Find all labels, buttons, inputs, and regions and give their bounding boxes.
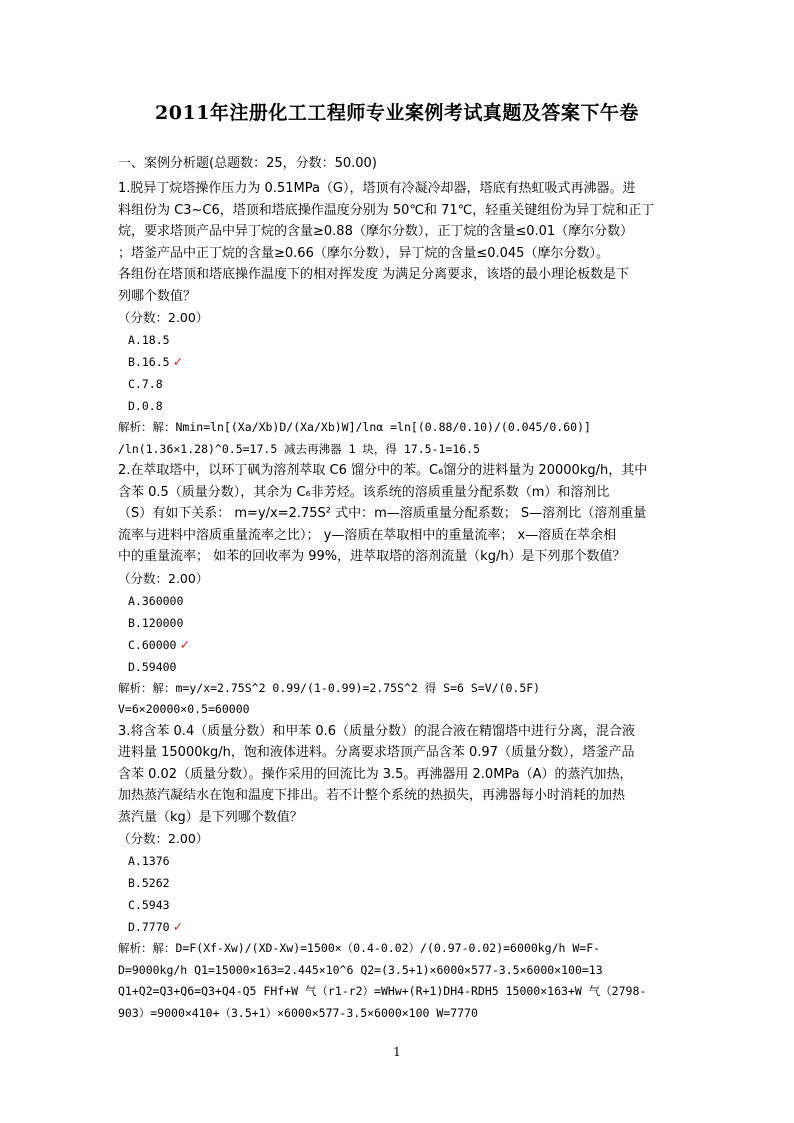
page-number: 1 [393, 1045, 401, 1059]
question-score: （分数：2.00） [118, 310, 209, 325]
option-a: A.18.5 [128, 333, 170, 347]
option-d: D.59400 [128, 659, 177, 674]
question-text-line: 烷，要求塔顶产品中异丁烷的含量≥0.88（摩尔分数），正丁烷的含量≤0.01（摩尔分数） [118, 224, 634, 239]
checkmark-icon: ✓ [173, 919, 182, 935]
question-text-line: 料组份为 C3~C6，塔顶和塔底操作温度分别为 50℃和 71℃，轻重关键组份为异丁烷和正丁 [118, 202, 655, 218]
option-d: D.0.8 [128, 399, 163, 413]
question-text-line: 各组份在塔顶和塔底操作温度下的相对挥发度 为满足分离要求，该塔的最小理论板数是下 [118, 267, 630, 282]
analysis-line: D=9000kg/h Q1=15000×163=2.445×10^6 Q2=(3.5+1)×6000×577-3.5×6000×100=13 [118, 962, 603, 977]
question-score: （分数：2.00） [118, 570, 209, 586]
option-d-correct [118, 916, 678, 938]
question-text-line: 中的重量流率； 如苯的回收率为 99%，进萃取塔的溶剂流量（kg/h）是下列那个数值？ [118, 549, 626, 564]
question-text-line: 列哪个数值？ [118, 288, 197, 304]
question-score: （分数：2.00） [118, 831, 209, 846]
question-text-line: 3.将含苯 0.4（质量分数）和甲苯 0.6（质量分数）的混合液在精馏塔中进行分离，混合液 [118, 723, 636, 739]
option-b: B.5262 [128, 876, 170, 890]
analysis-line: /ln(1.36×1.28)^0.5=17.5 减去再沸器 1 块，得 17.5-1=16.5 [118, 441, 481, 456]
question-text-line: 含苯 0.5（质量分数），其余为 C₆非芳烃。该系统的溶质重量分配系数（m）和溶剂比 [118, 484, 610, 500]
analysis-line: Q1+Q2=Q3+Q6=Q3+Q4-Q5 FHf+W 气（r1-r2）=WHw+(R+1)DH4-RDH5 15000×163+W 气（2798- [118, 984, 647, 998]
question-text-line: 蒸汽量（kg）是下列哪个数值？ [118, 809, 303, 825]
option-label: D.7770 [128, 920, 170, 934]
option-a: A.360000 [128, 593, 184, 608]
question-text-line: 进料量 15000kg/h，饱和液体进料。分离要求塔顶产品含苯 0.97（质量分数），塔釜产品 [118, 745, 635, 760]
question-3 [118, 721, 678, 1025]
option-c: C.5943 [128, 898, 170, 912]
analysis-line: 解析：解：Nmin=ln[(Xa/Xb)D/(Xa/Xb)W]/lnα =ln[(0.88/0.10)/(0.045/0.60)] [118, 420, 591, 434]
analysis-line: V=6×20000×0.5=60000 [118, 702, 250, 716]
option-label: B.16.5 [128, 355, 170, 369]
question-text-line: （S）有如下关系： m=y/x=2.75S² 式中：m—溶质重量分配系数； S—溶剂比（溶剂重量 [118, 506, 647, 521]
analysis-line: 903）=9000×410+（3.5+1）×6000×577-3.5×6000×100 W=7770 [118, 1005, 478, 1020]
option-a: A.1376 [128, 854, 170, 868]
document-title: 2011年注册化工工程师专业案例考试真题及答案下午卷 [155, 102, 639, 124]
checkmark-icon: ✓ [180, 636, 189, 653]
question-text-line: 2.在萃取塔中，以环丁砜为溶剂萃取 C6 馏分中的苯。C₆馏分的进料量为 20000kg/h，其中 [118, 463, 648, 478]
checkmark-icon: ✓ [173, 354, 182, 370]
question-1 [118, 178, 678, 460]
analysis-line: 解析：解：D=F(Xf-Xw)/(XD-Xw)=1500×（0.4-0.02）/(0.97-0.02)=6000kg/h W=F- [118, 941, 601, 955]
question-text-line: 含苯 0.02（质量分数）。操作采用的回流比为 3.5。再沸器用 2.0MPa（A）的蒸汽加热， [118, 766, 633, 782]
question-text-line: 流率与进料中溶质重量流率之比）； y—溶质在萃取相中的重量流率； x—溶质在萃余相 [118, 527, 617, 543]
document-body [118, 178, 678, 1024]
question-2 [118, 460, 678, 721]
question-text-line: 1.脱异丁烷塔操作压力为 0.51MPa（G），塔顶有冷凝冷却器，塔底有热虹吸式再沸器。进 [118, 181, 636, 196]
option-label: C.60000 [128, 637, 177, 652]
section-header: 一、案例分析题(总题数：25，分数：50.00) [118, 156, 377, 171]
analysis-line: 解析：解：m=y/x=2.75S^2 0.99/(1-0.99)=2.75S^2 得 S=6 S=V/(0.5F) [118, 680, 541, 695]
option-c-correct [118, 634, 678, 656]
question-text-line: 加热蒸汽凝结水在饱和温度下排出。若不计整个系统的热损失，再沸器每小时消耗的加热 [118, 788, 626, 803]
question-text-line: ；塔釜产品中正丁烷的含量≥0.66（摩尔分数），异丁烷的含量≤0.045（摩尔分数）。 [118, 245, 609, 261]
option-b: B.120000 [128, 615, 184, 630]
option-c: C.7.8 [128, 377, 163, 391]
option-b-correct [118, 351, 678, 373]
